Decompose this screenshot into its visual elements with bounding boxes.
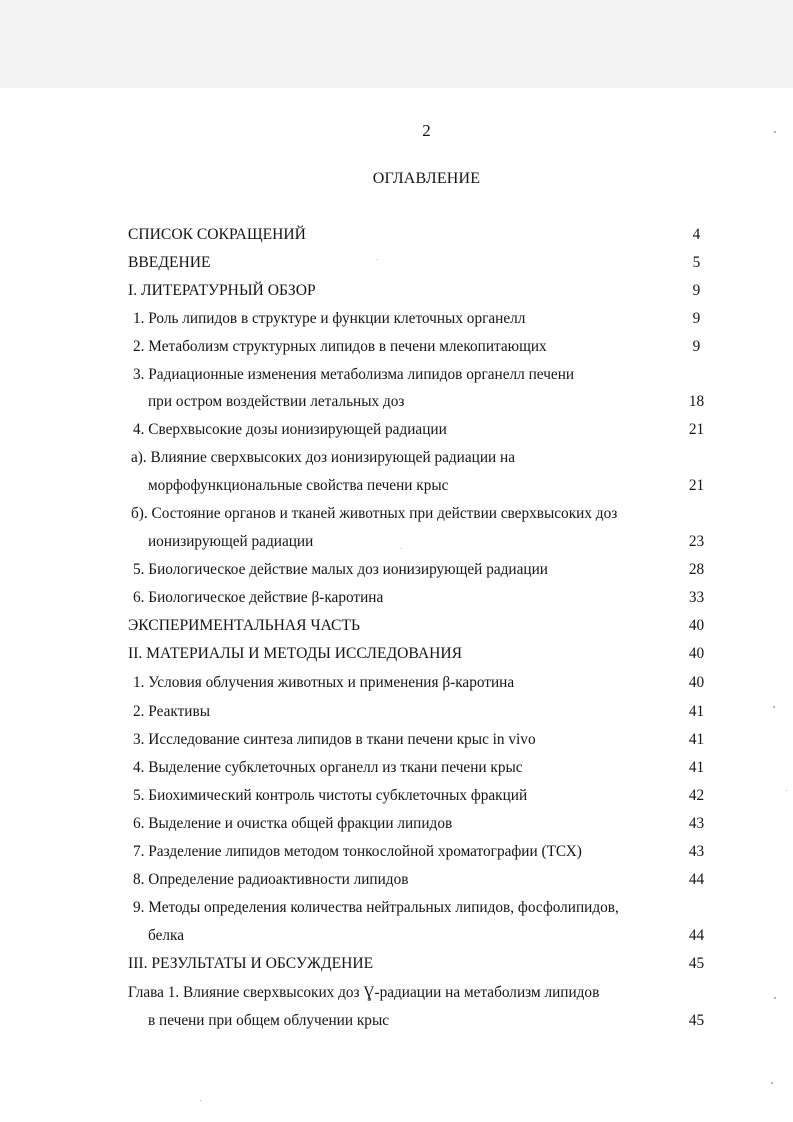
toc-entry xyxy=(0,671,793,695)
toc-entry-page: 9 xyxy=(692,310,701,327)
toc-entry xyxy=(0,586,793,610)
toc-entry-title: при остром воздействии летальных доз xyxy=(148,393,405,410)
toc-entry-title: б). Состояние органов и тканей животных при действии сверхвысоких доз xyxy=(131,505,618,522)
toc-entry xyxy=(0,530,793,554)
toc-entry-page: 41 xyxy=(688,703,705,720)
toc-entry-page: 18 xyxy=(688,393,705,410)
toc-entry-page: 23 xyxy=(688,533,705,550)
toc-entry-page: 45 xyxy=(688,1012,705,1029)
page-title: ОГЛАВЛЕНИЕ xyxy=(372,170,481,187)
toc-entry-page: 41 xyxy=(688,759,705,776)
toc-entry-page: 9 xyxy=(692,282,701,299)
toc-entry xyxy=(0,614,793,638)
toc-entry-title: СПИСОК СОКРАЩЕНИЙ xyxy=(128,226,306,243)
toc-entry-page: 45 xyxy=(688,955,705,972)
toc-entry-title: ВВЕДЕНИЕ xyxy=(128,254,211,271)
toc-entry-page: 21 xyxy=(688,421,705,438)
toc-entry xyxy=(0,1009,793,1033)
toc-entry-page: 5 xyxy=(692,254,701,271)
toc-entry-page: 40 xyxy=(688,674,705,691)
scan-speck xyxy=(786,790,787,791)
toc-entry-title: 3. Радиационные изменения метаболизма липидов органелл печени xyxy=(133,366,575,383)
toc-entry-page: 4 xyxy=(692,226,701,243)
toc-entry-page: 28 xyxy=(688,561,705,578)
toc-entry xyxy=(0,952,793,976)
toc-entry xyxy=(0,223,793,247)
toc-entry xyxy=(0,390,793,414)
toc-entry xyxy=(0,812,793,836)
toc-entry xyxy=(0,868,793,892)
toc-entry xyxy=(0,446,793,470)
toc-entry xyxy=(0,279,793,303)
toc-entry-title: белка xyxy=(148,927,184,944)
toc-entry-page: 41 xyxy=(688,731,705,748)
toc-entry-page: 40 xyxy=(688,645,705,662)
toc-entry-title: 6. Биологическое действие β-каротина xyxy=(133,589,384,606)
toc-entry xyxy=(0,700,793,724)
toc-entry-title: 1. Роль липидов в структуре и функции клеточных органелл xyxy=(133,310,526,327)
toc-entry xyxy=(0,642,793,666)
scan-speck xyxy=(773,706,775,708)
toc-entry xyxy=(0,840,793,864)
toc-entry-page: 21 xyxy=(688,477,705,494)
toc-entry xyxy=(0,728,793,752)
toc-entry xyxy=(0,896,793,920)
toc-entry xyxy=(0,924,793,948)
toc-entry-title: ЭКСПЕРИМЕНТАЛЬНАЯ ЧАСТЬ xyxy=(128,617,360,634)
toc-entry-page: 33 xyxy=(688,589,705,606)
toc-entry xyxy=(0,558,793,582)
scan-speck xyxy=(401,548,402,549)
toc-entry-page: 42 xyxy=(688,787,705,804)
toc-entry-title: 2. Метаболизм структурных липидов в печени млекопитающих xyxy=(133,338,547,355)
toc-entry-title: II. МАТЕРИАЛЫ И МЕТОДЫ ИССЛЕДОВАНИЯ xyxy=(128,645,463,662)
toc-entry-title: 3. Исследование синтеза липидов в ткани печени крыс in vivo xyxy=(133,731,536,748)
toc-entry-title: 2. Реактивы xyxy=(133,703,210,720)
toc-entry-title: III. РЕЗУЛЬТАТЫ И ОБСУЖДЕНИЕ xyxy=(128,955,374,972)
toc-entry-page: 43 xyxy=(688,815,705,832)
toc-entry-title: 5. Биологическое действие малых доз ионизирующей радиации xyxy=(133,561,548,578)
toc-entry xyxy=(0,474,793,498)
toc-entry-title: Глава 1. Влияние сверхвысоких доз Ɣ-радиации на метаболизм липидов xyxy=(128,984,600,1001)
toc-entry-title: 1. Условия облучения животных и применения β-каротина xyxy=(133,674,515,691)
toc-entry xyxy=(0,363,793,387)
toc-entry-page: 40 xyxy=(688,617,705,634)
toc-entry-title: 5. Биохимический контроль чистоты субклеточных фракций xyxy=(133,787,528,804)
page-number: 2 xyxy=(422,121,431,140)
toc-entry xyxy=(0,335,793,359)
toc-entry-title: в печени при общем облучении крыс xyxy=(148,1012,390,1029)
scan-speck xyxy=(377,259,378,260)
toc-entry-title: 8. Определение радиоактивности липидов xyxy=(133,871,409,888)
scan-speck xyxy=(774,997,776,999)
toc-entry-title: 9. Методы определения количества нейтральных липидов, фосфолипидов, xyxy=(133,899,619,916)
toc-entry-page: 44 xyxy=(688,927,705,944)
toc-entry-title: 4. Выделение субклеточных органелл из ткани печени крыс xyxy=(133,759,523,776)
toc-entry xyxy=(0,251,793,275)
toc-entry-title: 7. Разделение липидов методом тонкослойной хроматографии (ТСХ) xyxy=(133,843,582,860)
toc-entry-page: 44 xyxy=(688,871,705,888)
toc-entry-title: 6. Выделение и очистка общей фракции липидов xyxy=(133,815,453,832)
toc-entry xyxy=(0,418,793,442)
toc-entry-title: ионизирующей радиации xyxy=(148,533,314,550)
toc-entry-title: морфофункциональные свойства печени крыс xyxy=(148,477,449,494)
toc-entry xyxy=(0,784,793,808)
toc-entry-page: 43 xyxy=(688,843,705,860)
scan-speck xyxy=(771,1082,773,1084)
toc-entry xyxy=(0,502,793,526)
toc-entry-title: а). Влияние сверхвысоких доз ионизирующей радиации на xyxy=(131,449,516,466)
toc-entry xyxy=(0,981,793,1005)
toc-entry-title: I. ЛИТЕРАТУРНЫЙ ОБЗОР xyxy=(128,282,316,299)
scan-speck xyxy=(774,131,776,133)
toc-entry-page: 9 xyxy=(692,338,701,355)
toc-entry-title: 4. Сверхвысокие дозы ионизирующей радиации xyxy=(133,421,447,438)
toc-entry xyxy=(0,756,793,780)
scan-speck xyxy=(200,1100,201,1101)
toc-entry xyxy=(0,307,793,331)
